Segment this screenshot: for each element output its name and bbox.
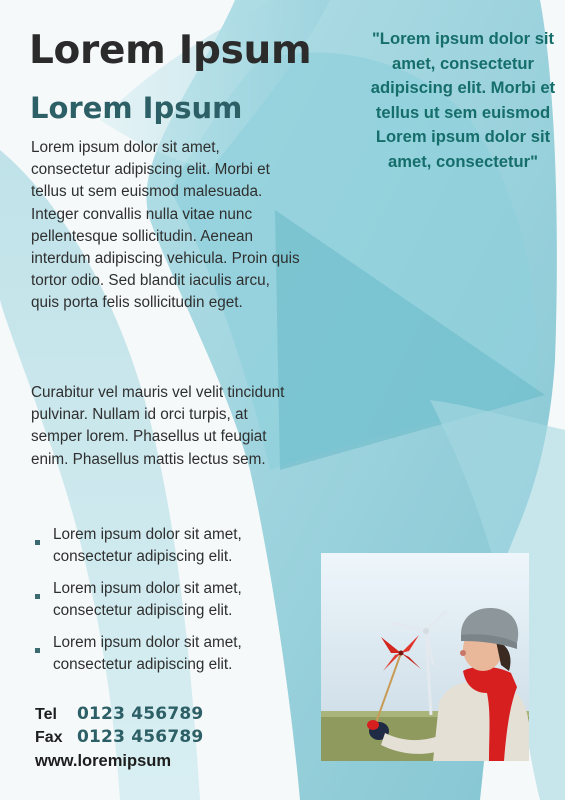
body-paragraph-1: Lorem ipsum dolor sit amet, consectetur adipiscing elit. Morbi et tellus ut sem euismod malesuada. Integer convallis nulla vitae nunc pellentesque sollicitudin. Aenean interdum adipiscing vehicula. Proin quis tortor odio. Sed blandit iaculis arcu, quis porta felis sollicitudin eget. [31, 139, 300, 312]
pull-quote: "Lorem ipsum dolor sit amet, consectetur adipiscing elit. Morbi et tellus ut sem euismod Lorem ipsum dolor sit amet, consectetur" [370, 29, 556, 171]
bullet-text: Lorem ipsum dolor sit amet, consectetur adipiscing elit. [53, 580, 242, 619]
square-bullet-icon [35, 594, 40, 599]
square-bullet-icon [35, 648, 40, 653]
bullet-item [33, 524, 303, 568]
body-paragraph-2: Curabitur vel mauris vel velit tincidunt pulvinar. Nullam id orci turpis, at semper lorem. Phasellus ut feugiat enim. Phasellus mattis lectus sem. [31, 384, 285, 468]
pinwheel-person-photo [321, 553, 529, 761]
fax-number: 0123 456789 [77, 727, 204, 747]
contact-block [35, 704, 295, 771]
bullet-text: Lorem ipsum dolor sit amet, consectetur adipiscing elit. [53, 634, 242, 673]
fax-label: Fax [35, 729, 63, 746]
fax-row [35, 727, 295, 750]
square-bullet-icon [35, 540, 40, 545]
website-text: www.loremipsum [35, 752, 171, 770]
main-title: Lorem Ipsum [29, 28, 312, 73]
bullet-text: Lorem ipsum dolor sit amet, consectetur adipiscing elit. [53, 526, 242, 565]
tel-number: 0123 456789 [77, 704, 204, 724]
bullet-list [33, 524, 303, 686]
subtitle: Lorem Ipsum [30, 91, 243, 125]
tel-label: Tel [35, 706, 57, 723]
tel-row [35, 704, 295, 727]
bullet-item [33, 578, 303, 622]
bullet-item [33, 632, 303, 676]
